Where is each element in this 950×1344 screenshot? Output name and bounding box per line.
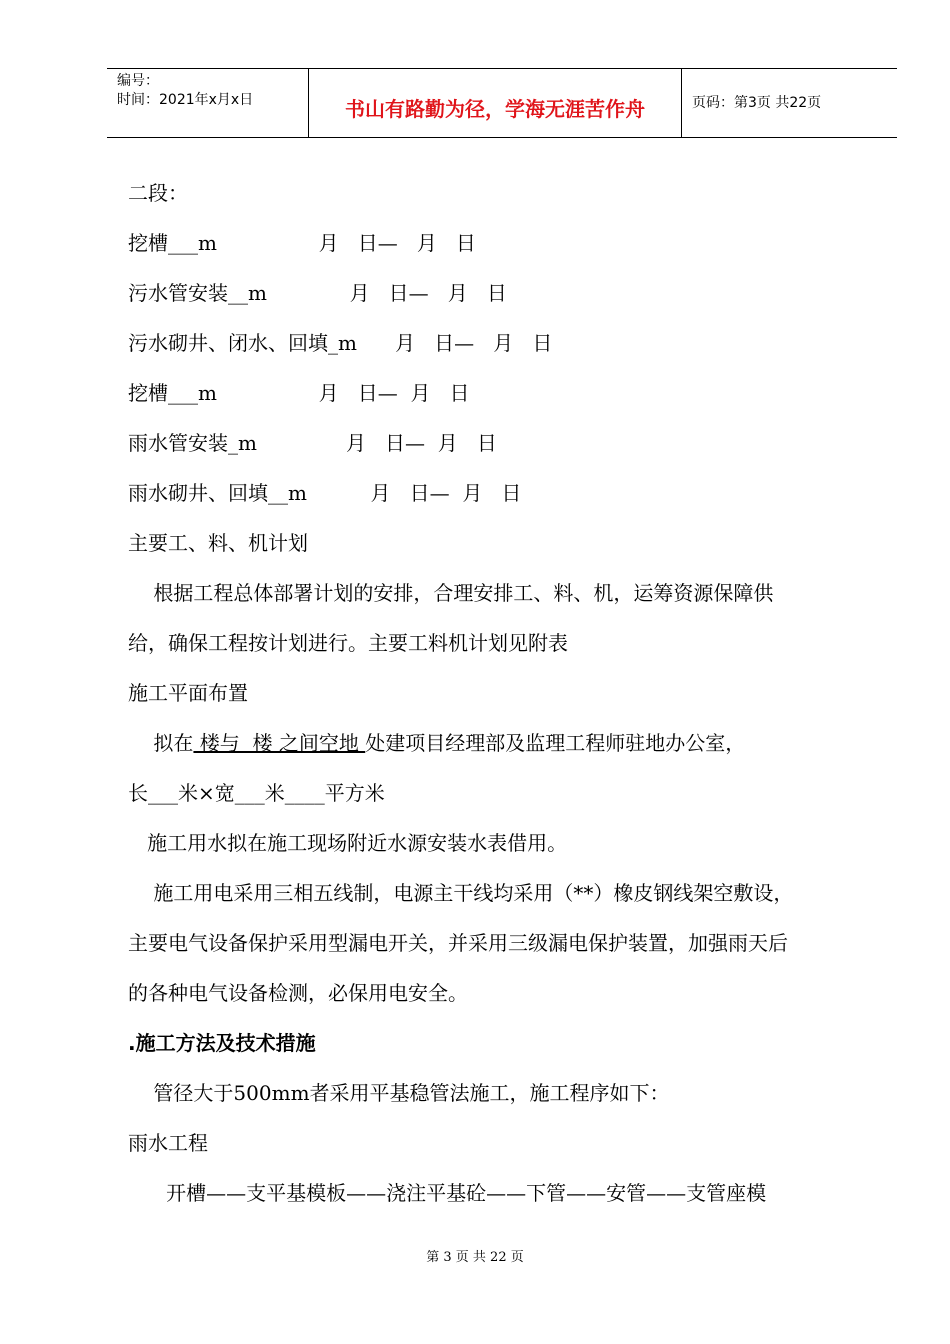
power-paragraph-line: 主要电气设备保护采用型漏电开关，并采用三级漏电保护装置，加强雨天后 (128, 931, 788, 955)
header-page-info: 页码：第3页 共22页 (692, 95, 822, 111)
plan-paragraph-line: 根据工程总体部署计划的安排，合理安排工、料、机，运筹资源保障供 (128, 581, 774, 605)
layout-suffix: 处建项目经理部及监理工程师驻地办公室， (365, 731, 746, 755)
power-paragraph-line: 的各种电气设备检测，必保用电安全。 (128, 981, 468, 1005)
method-heading: .施工方法及技术措施 (128, 1031, 316, 1055)
schedule-line: 污水管安装__m 月 日— 月 日 (128, 281, 507, 305)
section-2-title: 二段： (128, 181, 188, 205)
method-paragraph: 管径大于500mm者采用平基稳管法施工，施工程序如下： (128, 1081, 670, 1105)
rain-process-line: 开槽——支平基模板——浇注平基砼——下管——安管——支管座模 (128, 1181, 767, 1205)
layout-prefix: 拟在 (128, 731, 194, 755)
document-number-label: 编号： (117, 73, 159, 89)
page-footer: 第 3 页 共 22 页 (426, 1250, 524, 1265)
schedule-line: 挖槽___m 月 日— 月 日 (128, 231, 476, 255)
header-right-cell (682, 69, 897, 137)
layout-dimensions: 长___米×宽___米____平方米 (128, 781, 385, 805)
header-motto: 书山有路勤为径，学海无涯苦作舟 (345, 97, 645, 121)
rain-heading: 雨水工程 (128, 1131, 208, 1155)
water-paragraph: 施工用水拟在施工现场附近水源安装水表借用。 (128, 831, 568, 855)
schedule-line: 雨水管安装_m 月 日— 月 日 (128, 431, 497, 455)
header-left-cell (107, 69, 309, 137)
layout-location: 楼与 楼 之间空地 (193, 731, 366, 755)
header-middle-cell (309, 69, 682, 137)
schedule-line: 污水砌井、闭水、回填_m 月 日— 月 日 (128, 331, 553, 355)
layout-paragraph-line (128, 730, 745, 756)
schedule-line: 挖槽___m 月 日— 月 日 (128, 381, 470, 405)
layout-heading: 施工平面布置 (128, 681, 248, 705)
power-paragraph-line: 施工用电采用三相五线制，电源主干线均采用（**）橡皮钢线架空敷设， (128, 881, 794, 905)
plan-paragraph-line: 给，确保工程按计划进行。主要工料机计划见附表 (128, 631, 568, 655)
schedule-line: 雨水砌井、回填__m 月 日— 月 日 (128, 481, 522, 505)
document-time-label: 时间：2021年x月x日 (117, 92, 254, 108)
page-header (107, 68, 897, 138)
plan-heading: 主要工、料、机计划 (128, 531, 308, 555)
